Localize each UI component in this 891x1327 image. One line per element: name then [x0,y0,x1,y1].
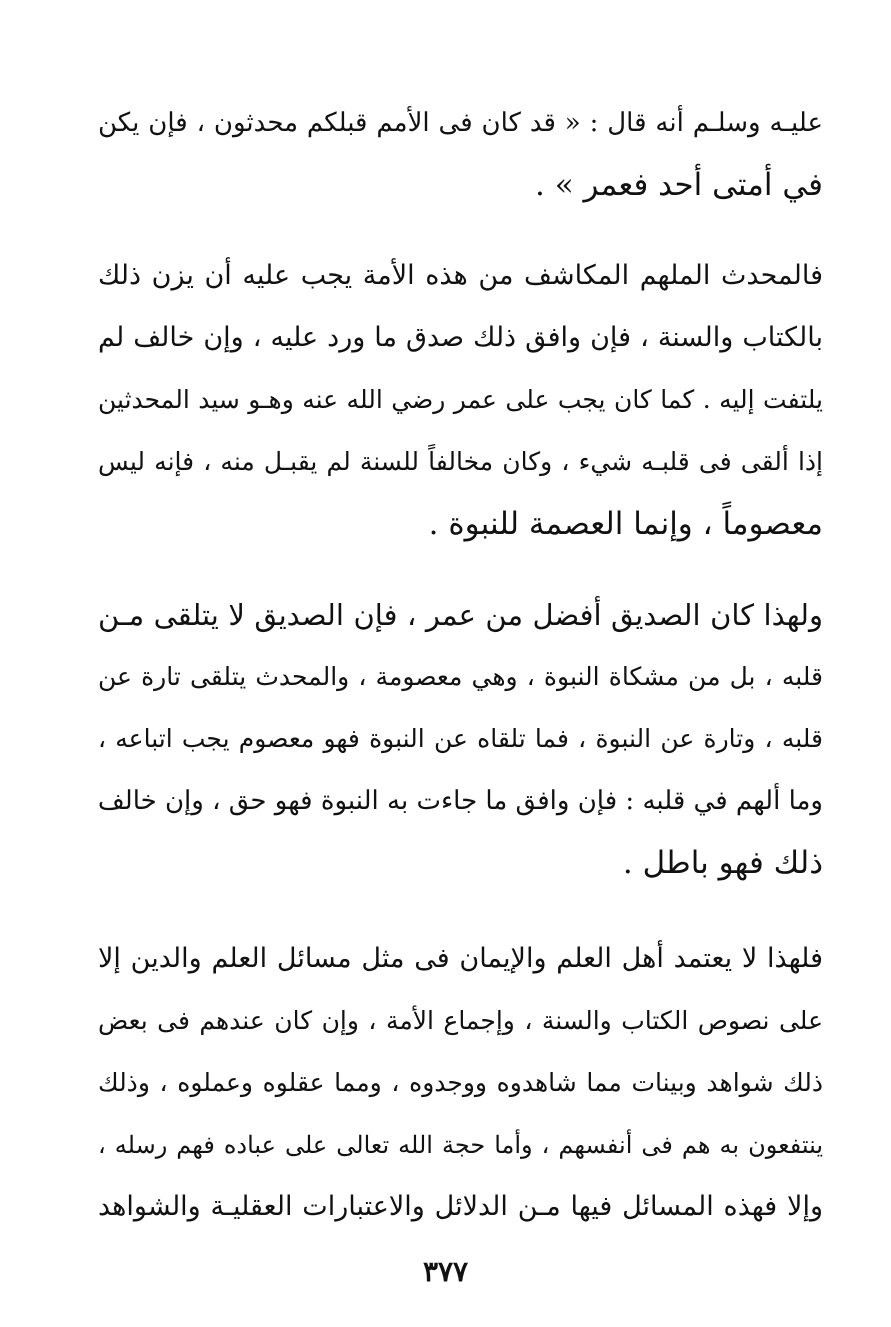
text-line: وإلا فهذه المسائل فيها مـن الدلائل والاعتبارات العقليـة والشواهد [98,1191,823,1222]
text-line: ينتفعون به هم فى أنفسهم ، وأما حجة الله تعالى على عباده فهم رسله ، [98,1131,823,1159]
text-line: بالكتاب والسنة ، فإن وافق ذلك صدق ما ورد عليه ، وإن خالف لم [98,322,823,353]
paragraph-1 [98,92,823,216]
text-line: معصوماً ، وإنما العصمة للنبوة . [428,506,823,542]
text-line: يلتفت إليه . كما كان يجب على عمر رضي الله عنه وهـو سيد المحدثين [98,385,823,414]
text-line: ذلك فهو باطل . [622,845,823,881]
text-line: قلبه ، وتارة عن النبوة ، فما تلقاه عن النبوة فهو معصوم يجب اتباعه ، [98,724,823,753]
text-line: على نصوص الكتاب والسنة ، وإجماع الأمة ، وإن كان عندهم فى بعض [98,1006,823,1035]
text-line: قلبه ، بل من مشكاة النبوة ، وهي معصومة ، والمحدث يتلقى تارة عن [98,662,823,691]
paragraph-3 [98,584,823,894]
text-line: عليـه وسلـم أنه قال : « قد كان فى الأمم قبلكم محدثون ، فإن يكن [98,108,823,138]
page-number: ٣٧٧ [422,1255,469,1288]
text-line: فالمحدث الملهم المكاشف من هذه الأمة يجب عليه أن يزن ذلك [98,260,823,291]
text-line: في أمتى أحد فعمر » . [534,167,823,203]
text-line: ولهذا كان الصديق أفضل من عمر ، فإن الصديق لا يتلقى مـن [98,598,823,632]
text-line: وما ألهم في قلبه : فإن وافق ما جاءت به النبوة فهو حق ، وإن خالف [98,786,823,816]
paragraph-2 [98,245,823,555]
text-line: إذا ألقى فى قلبـه شيء ، وكان مخالفاً للسنة لم يقبـل منه ، فإنه ليس [98,447,823,476]
text-line: فلهذا لا يعتمد أهل العلم والإيمان فى مثل مسائل العلم والدين إلا [98,943,823,974]
paragraph-4 [98,928,823,1238]
text-line: ذلك شواهد وبينات مما شاهدوه ووجدوه ، ومما عقلوه وعملوه ، وذلك [98,1068,823,1097]
